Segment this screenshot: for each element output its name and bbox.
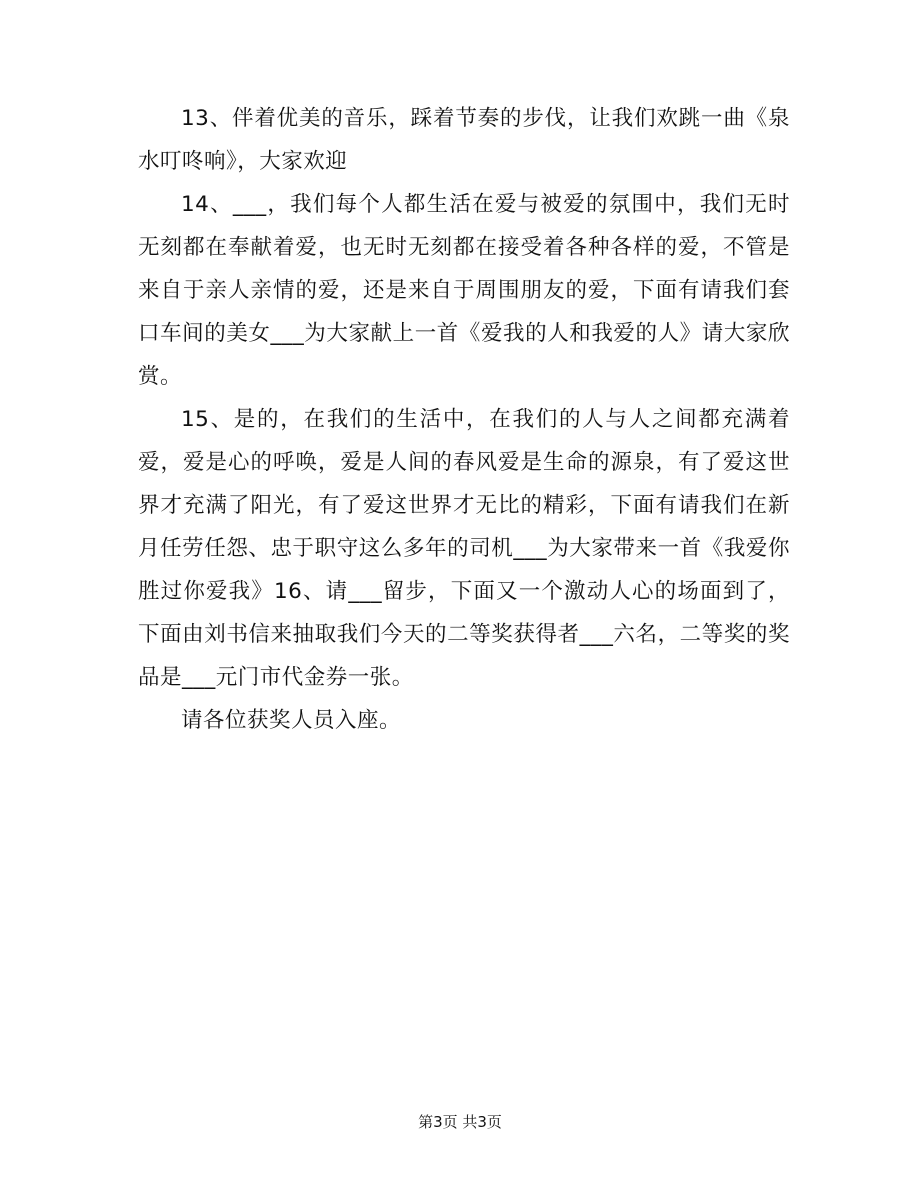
page-number-footer: 第3页 共3页 — [418, 1113, 502, 1131]
paragraph-15-16: 15、是的，在我们的生活中，在我们的人与人之间都充满着爱，爱是心的呼唤，爱是人间的春风爱是生命的源泉，有了爱这世界才充满了阳光，有了爱这世界才无比的精彩，下面有请我们在新月任劳任怨、忠于职守这么多年的司机___为大家带来一首《我爱你胜过你爱我》16、请___留步，下面又一个激动人心的场面到了，下面由刘书信来抽取我们今天的二等奖获得者___六名，二等奖的奖品是___元门市代金券一张。 — [138, 407, 790, 690]
paragraph-14: 14、___，我们每个人都生活在爱与被爱的氛围中，我们无时无刻都在奉献着爱，也无时无刻都在接受着各种各样的爱，不管是来自于亲人亲情的爱，还是来自于周围朋友的爱，下面有请我们套口车间的美女___为大家献上一首《爱我的人和我爱的人》请大家欣赏。 — [138, 192, 790, 389]
paragraph-closing: 请各位获奖人员入座。 — [181, 708, 402, 733]
document-body — [138, 97, 790, 742]
paragraph-13: 13、伴着优美的音乐，踩着节奏的步伐，让我们欢跳一曲《泉水叮咚响》，大家欢迎 — [138, 106, 790, 174]
